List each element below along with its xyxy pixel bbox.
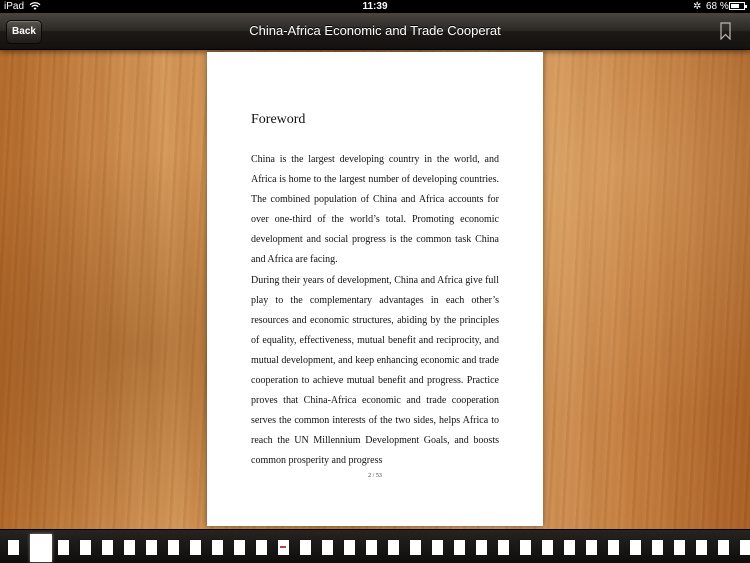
thumbnail-strip[interactable]	[0, 529, 750, 563]
thumbnail[interactable]	[454, 540, 465, 555]
thumbnail[interactable]	[234, 540, 245, 555]
thumbnail[interactable]	[344, 540, 355, 555]
thumbnail[interactable]	[8, 540, 19, 555]
thumbnail[interactable]	[476, 540, 487, 555]
thumbnail[interactable]	[542, 540, 553, 555]
book-title: China-Africa Economic and Trade Cooperat	[249, 23, 501, 38]
thumbnail[interactable]	[168, 540, 179, 555]
thumbnail[interactable]	[674, 540, 685, 555]
page-heading: Foreword	[251, 112, 306, 127]
battery-icon	[729, 2, 745, 10]
thumbnail[interactable]	[388, 540, 399, 555]
status-bar	[0, 0, 750, 13]
thumbnail[interactable]	[520, 540, 531, 555]
thumbnail[interactable]	[366, 540, 377, 555]
carrier-label: iPad	[4, 1, 25, 12]
thumbnail[interactable]	[256, 540, 267, 555]
battery-percentage: 68 %	[706, 1, 729, 12]
page-body	[251, 150, 499, 472]
battery-fill	[731, 4, 739, 8]
thumbnail-marker	[280, 546, 286, 548]
paragraph: During their years of development, China and Africa give full play to the complementary advantages in each other’s resources and economic structures, abiding by the principles of equality, effectiveness, mutual benefit and reciprocity, and mutual development, and keep enhancing economic and trade cooperation to achieve mutual benefit and progress. Practice proves that China-Africa economic and trade cooperation serves the common interests of the two sides, helps Africa to reach the UN Millennium Development Goals, and boosts common prosperity and progress	[251, 274, 499, 467]
navigation-bar	[0, 13, 750, 50]
thumbnail[interactable]	[212, 540, 223, 555]
page-number: 2 / 53	[368, 473, 382, 479]
back-button[interactable]: Back	[6, 20, 42, 44]
battery-nub	[745, 5, 747, 8]
thumbnail[interactable]	[278, 540, 289, 555]
book-page[interactable]	[207, 52, 543, 526]
clock: 11:39	[362, 1, 388, 12]
thumbnail[interactable]	[124, 540, 135, 555]
thumbnail[interactable]	[696, 540, 707, 555]
thumbnail[interactable]	[740, 540, 750, 555]
paragraph: China is the largest developing country in the world, and Africa is home to the largest number of developing countries. The combined population of China and Africa accounts for over one-third of the world’s total. Promoting economic development and social progress is the common task China and Africa are facing.	[251, 154, 499, 266]
bookmark-icon[interactable]	[720, 22, 731, 40]
thumbnail[interactable]	[498, 540, 509, 555]
thumbnail[interactable]	[718, 540, 729, 555]
thumbnail[interactable]	[58, 540, 69, 555]
thumbnail[interactable]	[630, 540, 641, 555]
thumbnail[interactable]	[432, 540, 443, 555]
thumbnail[interactable]	[564, 540, 575, 555]
thumbnail-current[interactable]	[30, 534, 52, 562]
thumbnail[interactable]	[652, 540, 663, 555]
thumbnail[interactable]	[322, 540, 333, 555]
thumbnail[interactable]	[586, 540, 597, 555]
thumbnail[interactable]	[80, 540, 91, 555]
thumbnail[interactable]	[300, 540, 311, 555]
bluetooth-icon: ✲	[693, 1, 702, 12]
thumbnail[interactable]	[190, 540, 201, 555]
thumbnail[interactable]	[102, 540, 113, 555]
thumbnail[interactable]	[410, 540, 421, 555]
thumbnail[interactable]	[608, 540, 619, 555]
thumbnail[interactable]	[146, 540, 157, 555]
